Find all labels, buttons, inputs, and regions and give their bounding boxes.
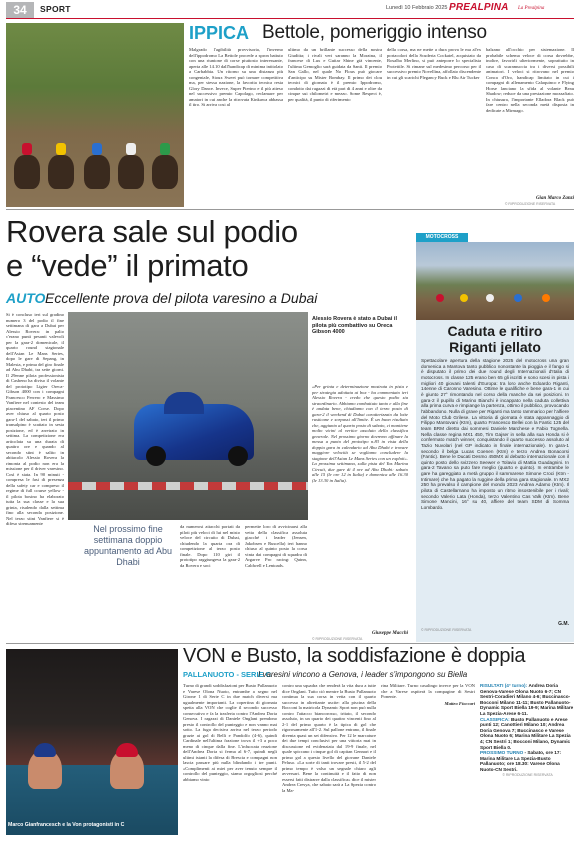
auto-column: «Per grinta e determinazione mostrata in pista e per strategia adottata ai box - ha commentato ieri Alessio Rovera - credo che questo podio sia straordinario. Abbiamo combattuto tanto e alla fine è andata bene, chiudiamo con il terzo posto di gara-2 il weekend di Dubai caratterizzato da lotte rusticane e sorpassi all'limite. È un buon risultato che, aggiunto al quarto posto di sabato, ci mantiene molto vicini al vertice assoluto della classifica generale. Nel prossimo giorno dovremo affinare la messa a punto del prototipo n.83 in vista della doppia gara in calendario ad Abu Dhabi e trovare maggiore velocità se vogliamo concludere la stagione dell'Asian Le Mans Series con un exploit». La prossima settimana, sulla pista del Yas Marina Circuit, due gare di 4 ore ad Abu Dhabi: sabato alle 15 (le ore 12 in Italia) e domenica alle 16.30 (le 13.30 in Italia).: [312, 384, 408, 483]
jockey-shape: [56, 143, 66, 155]
auto-photo: [68, 312, 308, 520]
section-label: SPORT: [40, 4, 71, 14]
jockey-shape: [160, 143, 170, 155]
standings-block: [480, 717, 575, 751]
ippica-byline: Gian Marco Zanzi: [535, 196, 574, 201]
results-text: Andrea Doria Genova-Varese Olona Nuoto 6-7; CN Sestri-Coradieri Milano 4-6; Buccinasco-Bocconi Milano 11-11; Busto Pallanuoto-Dynamic Sport Biella 19-9; Marina Militare La Spezia-Arese 6-11.: [480, 683, 574, 716]
auto-photo-caption: Alessio Rovera è stato a Dubai il pilota più combattivo su Oreca Gibson 4000: [312, 316, 397, 336]
pallanuoto-column: [381, 683, 475, 836]
motocross-byline: G.M.: [558, 621, 569, 627]
results-label: RISULTATI (4° turno):: [480, 683, 528, 688]
page-number: 34: [6, 2, 34, 18]
pallanuoto-kicker: PALLANUOTO - SERIE C: [183, 670, 272, 679]
auto-column: permette loro di avvicinarsi alla vetta della classifica assoluta giacché i leader (Jensen, Jakobsen e Ruscella) ieri hanno chiuso al quinto posto la corsa vinta dai compagni di squadra di Argarve Pro racing: Quinn, Caldwell e Lentoads.: [245, 524, 307, 568]
next-round-block: [480, 750, 575, 772]
rider-shape: [542, 294, 550, 302]
motocross-text: Spettacolare apertura della stagione 2025 del motocross una gran domenica a Mantova tanto pubblico nonostante la pioggia e il fango si è disputato il primo dei due round degli Internazionali d'Italia di motocross. In classe 125 erano ben 65 gli iscritti e sono scesi in pista i migliori 40 giovani talenti d'Europa: tra loro anche Edoardo Riganti, 14enne di Caronno Varesino. Ottime le qualifiche e bene gara-1 in cui è giunto 27° rimontando nel corso della manche da sei posizioni. In gara-2 il pupillo di Marino Bianchi è incappato nella caduta collettiva alla prima curva e rimpiange la partenza, ottimo il pubblico, provocando l'abbandono. Nulla di grave per Riganti ma tanto rammarico per l'alfiere del Moto Club Grilese. La vittoria di giornata è stata appannaggio di Filippo Mantovani (Ktm), quarto Francesco Bellei con la Fantic 125 del team BRM diretto dai sommesi Daniele Marchese e Fabio Tognella. Nella classe regina MX1 450, Tim Gajser in sella alla sua Honda si è confermato match winner, conquistando il quarto successo assoluto al Tazio Nuvolari (nel GP indicato in finale internazionale). In gara-1 secondo il belga Lucas Coenen (Ktm) e terzo Andrea Bonacorsi (Fantic). Bene le Ducati Desmo 450MX al debutto internazionale con il quinto posto dello svizzero Seewer e Tolavio di Mattia Guadagnini. In gara-2 Tavano sa puto fare meglio (quarto e quinto). In entrambe le gare ha gareggiato a metà gruppo il sammarese Simone Croci (Ktm - Intimare) che ha pagato la ruggine della prima gara stagionale. In MX2 250 ha prevalso il campione del mondo 2023 Andrea Adamo (Ktm). Il pilota di Castellarnano ha imposto un ritmo insostenibile per i rivali; secondo Valerio Lata (Honda), terzo Valentino Cas Valk (Ktm). Bene Simone Mancini, 16° su 40, affiere del team SDM di Somma Lombardo.: [421, 358, 569, 511]
ippica-column: ultimo da un brillante successo della nostra Giuditta; i rivali veri saranno la Moraina, il francese di Lux e Guitar Shine già vincente, l'ultima Gemoglio sarà guidata da Santi. Il premio San Gallo, nel quale No Flous può giocare d'anticipo su Mister Bombay. Il primo dei clou tecnici di giornata è il premio Ippodromo, condotto dai ragazzi di età pari di 4 anni e oltre da cinque sui chilometri e mezzo. Some Respect è, per qualità, il punto di riferimento: [288, 47, 382, 102]
motocross-tag: MOTOCROSS: [416, 233, 468, 242]
ippica-column: balzano all'occhio per sistemazione. Il probabile schema veloce di corsa dovrebbe, inoltre, favorirli ulteriormente, soprattutto in caso di scaramuccia tra i diversi possibili animatori. I veloci si ritrovano nel premio Conca d'Oro, handicap limitato in cui i compagni di allenamento Calaquinco e Flying Horse lanciano la sfida al volante Beau Shadow; reduce da una prestazione mozzafiato. In chiusura, l'importante Elladora Black può fare centro nella seconda metà disposta in dedicate a Mirmago.: [486, 47, 574, 113]
ippica-photo: [6, 23, 184, 207]
next-round-text: - Sabato, ore 17: Marina Militare La Spezia-Busto Pallanuoto; ore 18.30: Varese Olona Nuoto-CN Sestri.: [480, 750, 562, 772]
standings-label: CLASSIFICA:: [480, 716, 510, 722]
issue-date: Lunedì 10 Febbraio 2025: [386, 5, 448, 11]
jockey-shape: [22, 143, 32, 155]
auto-headline: [6, 215, 406, 283]
horse-shape: [152, 155, 178, 189]
brand-logo-sub: La Prealpina: [518, 6, 545, 11]
track-kerb: [68, 482, 308, 490]
results-block: [480, 683, 575, 717]
ippica-column: della corsa, ma ne mette a dura prova le ma al'ex portacolori della Scuderia Cockatel, acquistato da Rosalba Merlino, si può anteporre lo specialista Protettile. Si rimane sul medesimo percorso per il successivo premio Novellina, affollato discendente in cui gli scarichi Plegancy Buck e Blu Air Tucker: [387, 47, 481, 80]
motocross-photo: [416, 242, 574, 320]
motocross-title-line1: Caduta e ritiro: [447, 323, 543, 339]
pallanuoto-results: [480, 683, 575, 836]
motocross-rights: © RIPRODUZIONE RISERVATA: [421, 628, 472, 632]
auto-rights: © RIPRODUZIONE RISERVATA: [312, 637, 363, 641]
ippica-column: Malgrado l'agibilità provvisoria, l'inverno dell'ippodromo La Bettole procede a spron battuto con una riunione di corse piuttosto interessante, aperta alle 14.10 dall'handicap di minima intitolato a Carbabbia. Un ritorno su una distanza più congeniale, Sioux Sweet può tornare competitiva ma, per stessa nazione, la favorita tecnica resta Glory Dance. Invece, Super Pierino e il più atteso nel successivo premio Capolago, reclamare per amatori in cui anche la ritrovata Kinkawa abbassa il tiro. Si arriva cosi al: [189, 47, 283, 107]
auto-kicker: AUTO: [6, 290, 46, 306]
section-rule: [6, 643, 574, 644]
ippica-kicker: IPPICA: [189, 23, 250, 43]
ippica-title: Bettole, pomeriggio intenso: [262, 22, 487, 43]
pallanuoto-byline: Matteo Fioccari: [444, 700, 475, 706]
cap-shape: [34, 743, 56, 757]
auto-column: da numerosi attacchi portati da piloti più veloci di lui nel misto veloce del circuito di Dubai, chiudendo la quarta ora di competizione al terzo posto finale. Dopo 110 giri il prototipo raggiungeva la gara-2 da Rovera e soci: [180, 524, 240, 568]
pallanuoto-column: contro una squadra che renderà la vita dura a tutte dice Onglani. Tutto ciò mentre la Busto Pallanuoto continua la sua corsa in vetta con il quarto successo in altrettante uscite: alla piscina della Bocconi la matricola Dynamic Sport non può nulla contro l'attacco biancorosso, tritato, il secondo assoluto, in un quarto dei quattro vincenti fino al 2-1 del primo quarto è la tipica di gol che rigorosamente all'1-2. Sul pallone entrano, il finale diventa quasi un set difensivo. Per 12 le marcature dei due tempi conclusivi per una vittoria mai in discussione ed evidenziata dal 19-9 finale, nel quale spiccano i cinque gol di capitan Gennari e il primo gol a questo livello del giovane Daniele Peluso. «La sorte di tanti trovare presti, il 5-2 del primo tempo è valso un segnale chiaro agli avversari. Bene la continuità e il fatto di non essersi fatti distrarre dalla classifica» dice il mister Andrea Cresya, che sabato sarà a La Spezia contro la Ma-: [282, 683, 376, 793]
section-rule: [6, 209, 574, 210]
cap-shape: [116, 743, 138, 757]
pallanuoto-photo: [6, 649, 178, 835]
pallanuoto-column: Turno di grandi soddisfazioni per Busto Pallanuoto e Varese Olona Nuoto, entrambe a segno nel Girone 1 di Serie C in due match diversi ma ugualmente importanti. La copertina di giornata spetta alla VON che coglie il secondo successo consecutivo e fa la trasferta contro l'Andrea Doria Genova. I ragazzi di Daniele Onglani prendono presto il controllo del punteggio e non vanno mai sotto. La fuga decisiva arriva nel terzo periodo grazie ai gol di Belli e Pandolfo (4-6), quindi Cardinale nell'ultima frazione trova il +3 a poco meno di cinque dalla fine. L'infuocata reazione dell'Andrea Doria si ferma al 6-7, quindi negli ultimi istanti la difesa di Brescia e compagni non lascia passare più nulla blindando i tre punti. «Complimenti ai miei per aver tenuto sempre il controllo del punteggio, siamo orgogliosi perché abbiamo vinto: [183, 683, 277, 782]
jockey-shape: [92, 143, 102, 155]
horse-shape: [118, 155, 144, 189]
header-rule: [6, 18, 574, 19]
wheel-shape: [146, 446, 166, 466]
pallanuoto-subtitle: I varesini vincono a Genova, i leader s'impongono su Biella: [258, 670, 468, 679]
auto-headline-line1: Rovera sale sul podio: [6, 214, 298, 249]
pallanuoto-headline: VON e Busto, la soddisfazione è doppia: [183, 645, 526, 667]
auto-column: Si è concluso ieri sul gradino numero 3 del podio il fine settimana di gara a Dubai per Alessio Rovera: in palio c'erano punti pesanti valevoli per la gara-2 domenicale, il quarto round stagionale dell'Asian Le Mans Series, dopo le gare di Sepang, in Malesia, e prima del giro finale ad Abu Dhabi, tra sette giorni. Il 29enne pilota professionista di Casbeno ha diviso il volante del prototipo Ligier Oreca-Gibson 4000 con i compagni Francesco Ferrero e Massimo Vanfiere nel contesto del team piacentino AF Corse. Dopo aver chiuso al quarto posto gara-1 del sabato, ieri il primo transalpino è scattato in sesta posizione, ed è arretrato in settima. La competizione era articolata su una durata di quattro ore e quando al secondo stint è salito in abitacolo Alessio Rovera la rimonta al podio non era la missione per il driver varesino. Così è stata. In 90 minuti - compresa le fasi di presenza della safety car e compreso il regime di full course yellow - il pilota bosino ha elaborato tutta la sua classe e la sua grinta, risalendo dalla settima fino alla seconda posizione. Nel terzo stint Vanfiere si è difeso strenuamente: [6, 312, 64, 526]
standings-text: Busto Pallanuoto e Arese punti 12; Canottieri Milano 10; Andrea Doria Genova 7; Buccinasco e Varese Olona Nuoto 6; Marina Militare La Spezia 4; CN Sestri 1; Bocconi Milano, Dynamic Sport Biella 0.: [480, 716, 571, 750]
pallanuoto-rights: © RIPRODUZIONE RISERVATA: [502, 772, 553, 777]
horse-shape: [14, 155, 40, 189]
motocross-title-line2: Riganti jellato: [449, 339, 541, 355]
auto-byline: Giuseppe Macchi: [372, 631, 408, 636]
next-round-label: PROSSIMO TURNO: [480, 750, 524, 756]
auto-headline-line2: e “vede” il primato: [6, 248, 249, 283]
horse-shape: [84, 155, 110, 189]
pallanuoto-photo-caption: Marco Gianfrancesch e la Von protagonisti in C: [8, 822, 125, 828]
rider-shape: [486, 294, 494, 302]
rider-shape: [460, 294, 468, 302]
rider-shape: [514, 294, 522, 302]
auto-pull-quote: Nel prossimo fine settimana doppio appuntamento ad Abu Dhabi: [83, 524, 173, 567]
rider-shape: [436, 294, 444, 302]
jockey-shape: [126, 143, 136, 155]
ippica-rights: © RIPRODUZIONE RISERVATA: [504, 202, 556, 206]
brand-logo: PREALPINA: [449, 2, 509, 13]
wheel-shape: [228, 446, 248, 466]
motocross-title: [416, 323, 574, 355]
pallanuoto-col3-text: rina Militare. Turno casalingo invece per la VON che a Varese ospiterà la compagine di Sestri Ponente.: [381, 683, 475, 699]
horse-shape: [48, 155, 74, 189]
auto-subtitle: Eccellente prova del pilota varesino a Dubai: [45, 290, 318, 306]
